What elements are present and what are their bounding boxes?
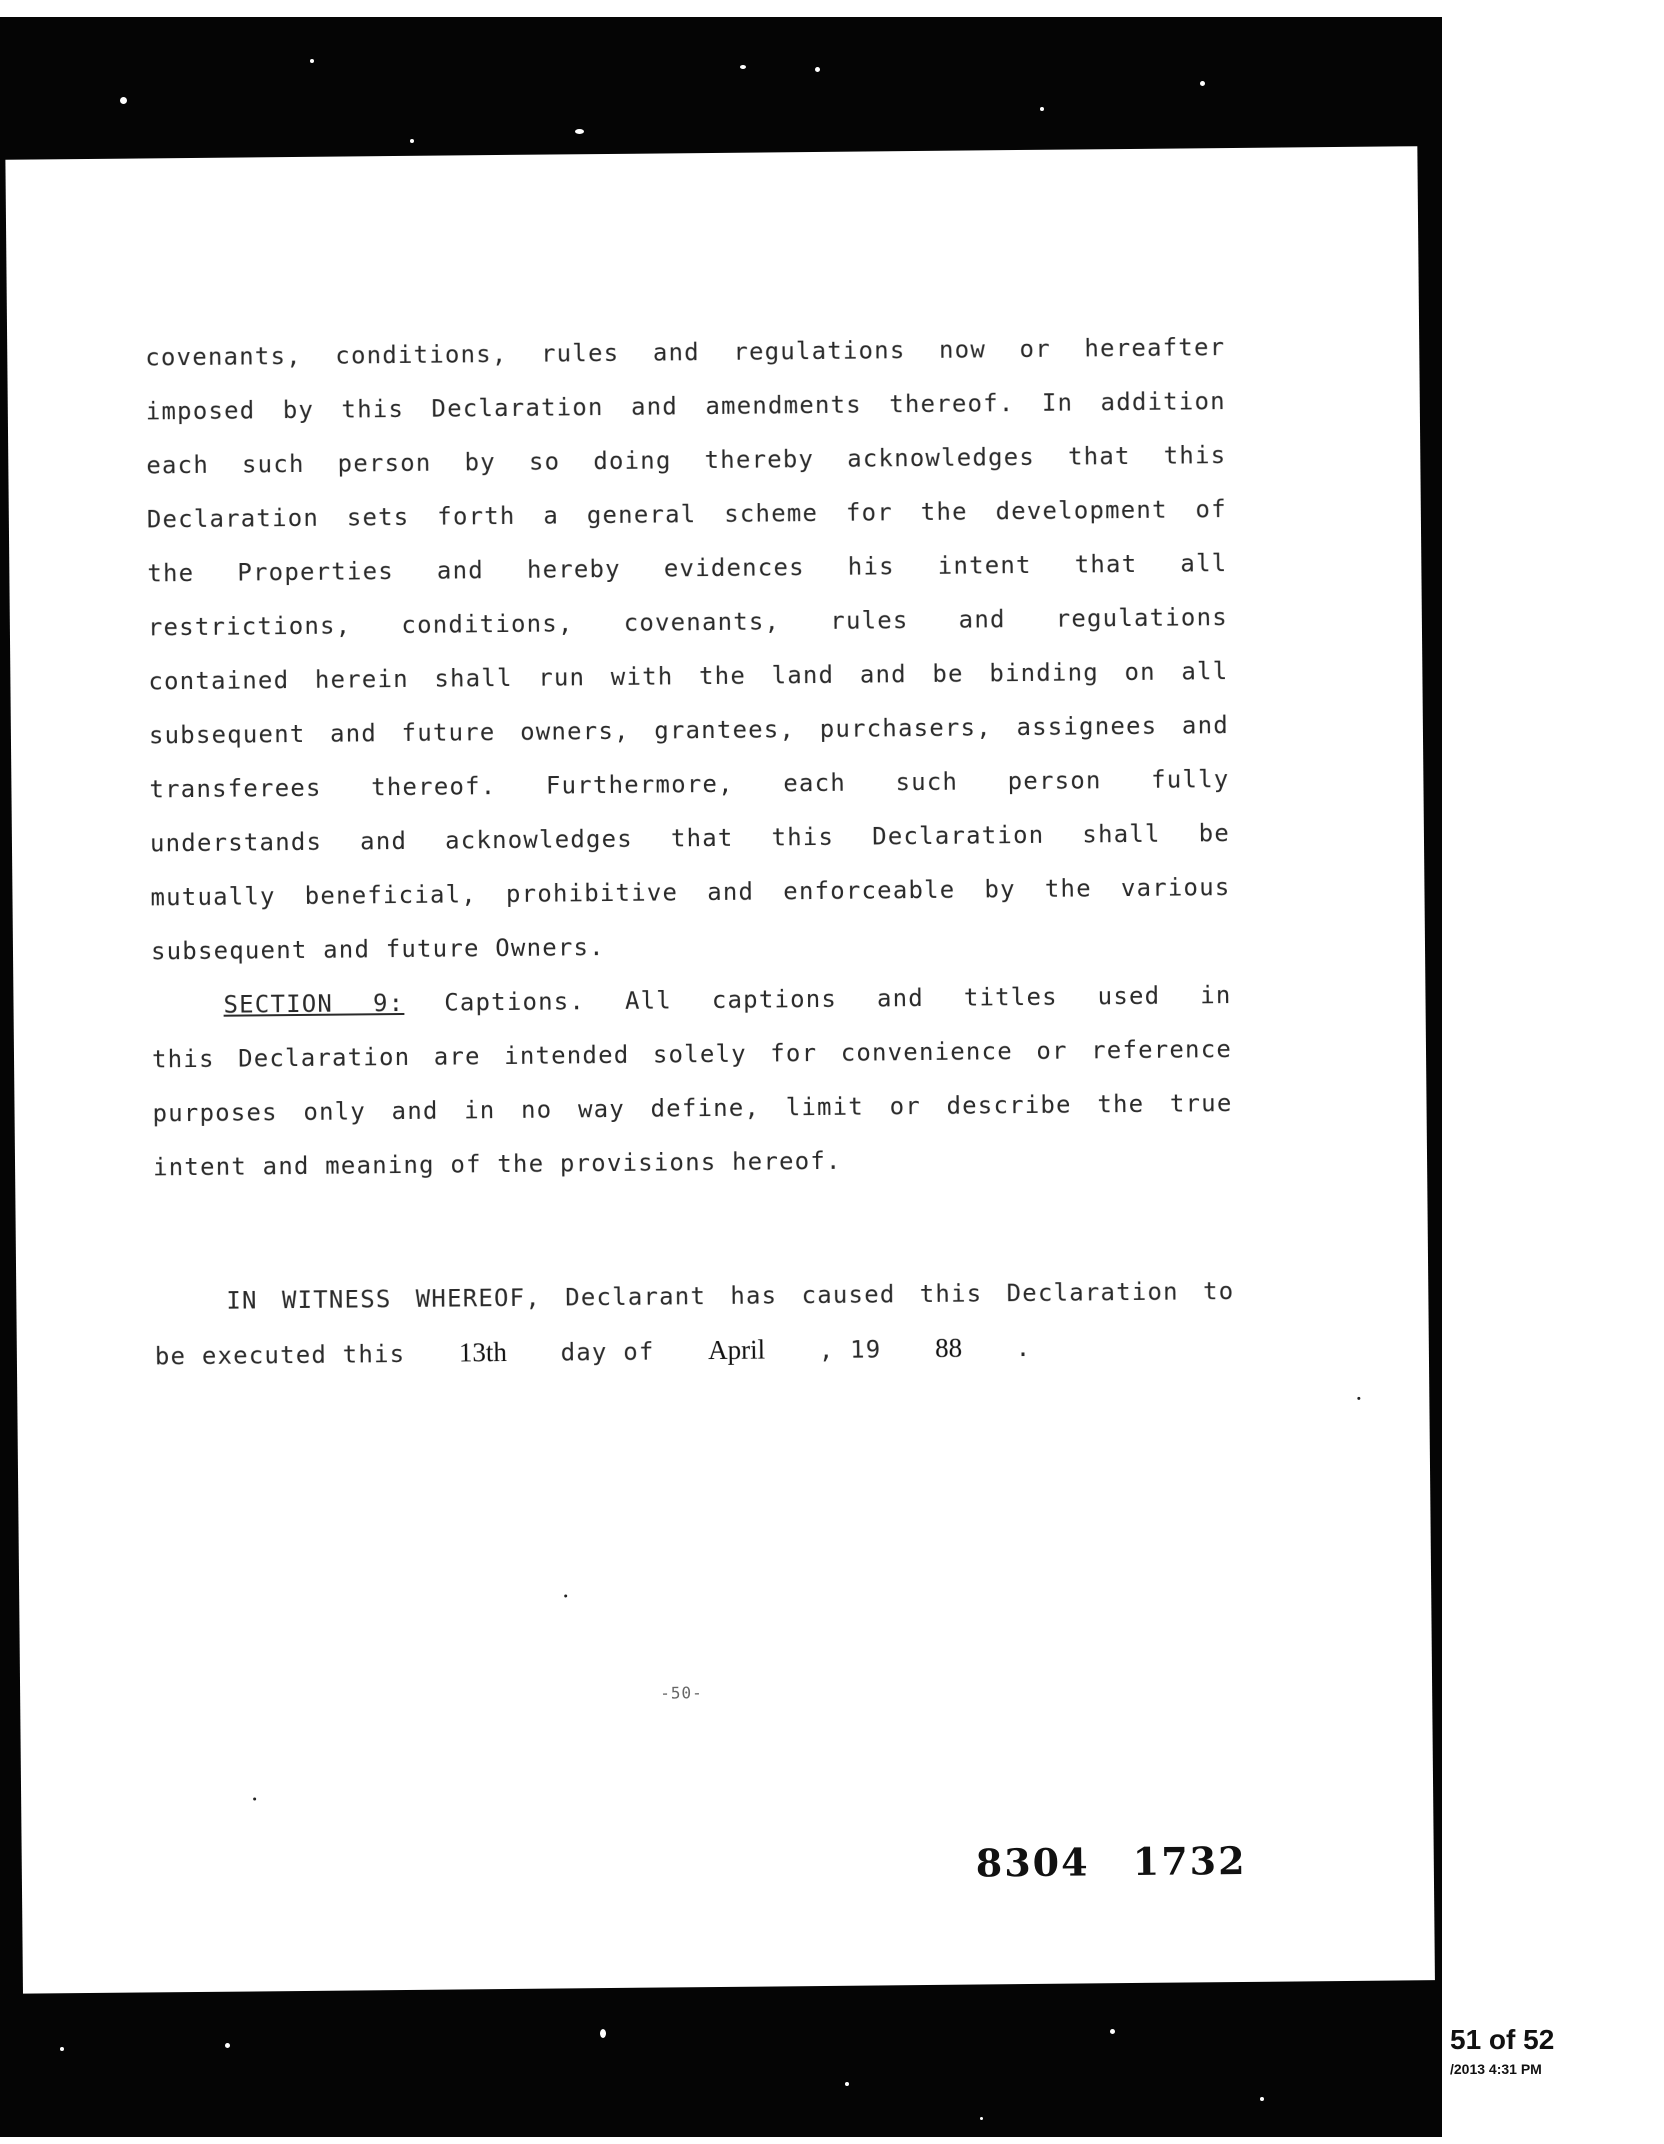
scan-speck <box>1357 1397 1360 1400</box>
recording-stamp <box>976 1838 1247 1886</box>
scan-noise <box>980 2117 983 2120</box>
execution-month: April <box>707 1334 766 1366</box>
witness-clause <box>154 1264 1235 1382</box>
scan-speck <box>564 1594 567 1597</box>
paragraph-covenants <box>145 320 1231 978</box>
scan-noise <box>1260 2097 1264 2101</box>
text-line: purposes only and in no way define, limit or describe the true <box>152 1089 1233 1128</box>
print-timestamp: /2013 4:31 PM <box>1450 2061 1542 2077</box>
scan-noise <box>575 129 584 134</box>
day-of-label: day of <box>560 1337 655 1367</box>
execution-year: 88 <box>934 1332 963 1363</box>
text-line: subsequent and future owners, grantees, purchasers, assignees and <box>148 711 1230 750</box>
scan-noise <box>740 65 746 69</box>
text-line: subsequent and future Owners. <box>150 933 605 966</box>
text-line: each such person by so doing thereby acknowledges that this <box>146 441 1227 480</box>
page-counter: 51 of 52 <box>1450 2024 1555 2055</box>
scan-noise <box>120 97 127 104</box>
scan-noise <box>600 2029 606 2038</box>
execution-day: 13th <box>458 1337 508 1368</box>
year-prefix: , 19 <box>818 1335 882 1365</box>
text-line: restrictions, conditions, covenants, rules and regulations <box>147 603 1228 642</box>
text-line: understands and acknowledges that this Declaration shall be <box>149 819 1231 858</box>
document-body <box>145 320 1235 1382</box>
witness-prefix: be executed this <box>154 1339 406 1371</box>
scan-noise <box>225 2043 230 2048</box>
text-line: contained herein shall run with the land and be binding on all <box>148 657 1229 696</box>
scan-noise <box>1110 2029 1115 2034</box>
text-line: covenants, conditions, rules and regulations now or hereafter <box>145 333 1226 372</box>
scan-speck <box>253 1797 256 1800</box>
witness-date-line <box>155 1318 1235 1382</box>
document-page <box>5 146 1435 1993</box>
section-title: Captions. <box>444 987 586 1017</box>
spacer <box>153 1184 1234 1274</box>
scan-noise <box>845 2082 849 2086</box>
section-heading: SECTION 9: <box>223 988 405 1019</box>
text-line: intent and meaning of the provisions hereof. <box>152 1146 842 1182</box>
text-line: mutually beneficial, prohibitive and enforceable by the various <box>150 873 1231 912</box>
witness-line: IN WITNESS WHEREOF, Declarant has caused this Declaration to <box>226 1277 1235 1315</box>
scan-noise <box>815 67 820 72</box>
text-line: the Properties and hereby evidences his intent that all <box>147 549 1228 588</box>
text-line: imposed by this Declaration and amendments thereof. In addition <box>145 387 1226 426</box>
scan-noise <box>60 2047 64 2051</box>
scan-noise <box>1040 107 1044 111</box>
scan-noise <box>1200 81 1205 86</box>
text-line: transferees thereof. Furthermore, each such person fully <box>149 765 1230 804</box>
stamp-page: 1732 <box>1132 1837 1247 1885</box>
stamp-book: 8304 <box>975 1839 1090 1886</box>
section-9-captions <box>151 968 1233 1194</box>
page-number: -50- <box>660 1683 703 1703</box>
text-line: Declaration sets forth a general scheme for the development of <box>146 495 1227 534</box>
sentence-end: . <box>1015 1333 1032 1363</box>
scan-noise <box>410 139 414 143</box>
scan-noise <box>310 59 314 63</box>
text-line: this Declaration are intended solely for convenience or reference <box>151 1035 1233 1074</box>
text-line: All captions and titles used in <box>624 981 1232 1015</box>
